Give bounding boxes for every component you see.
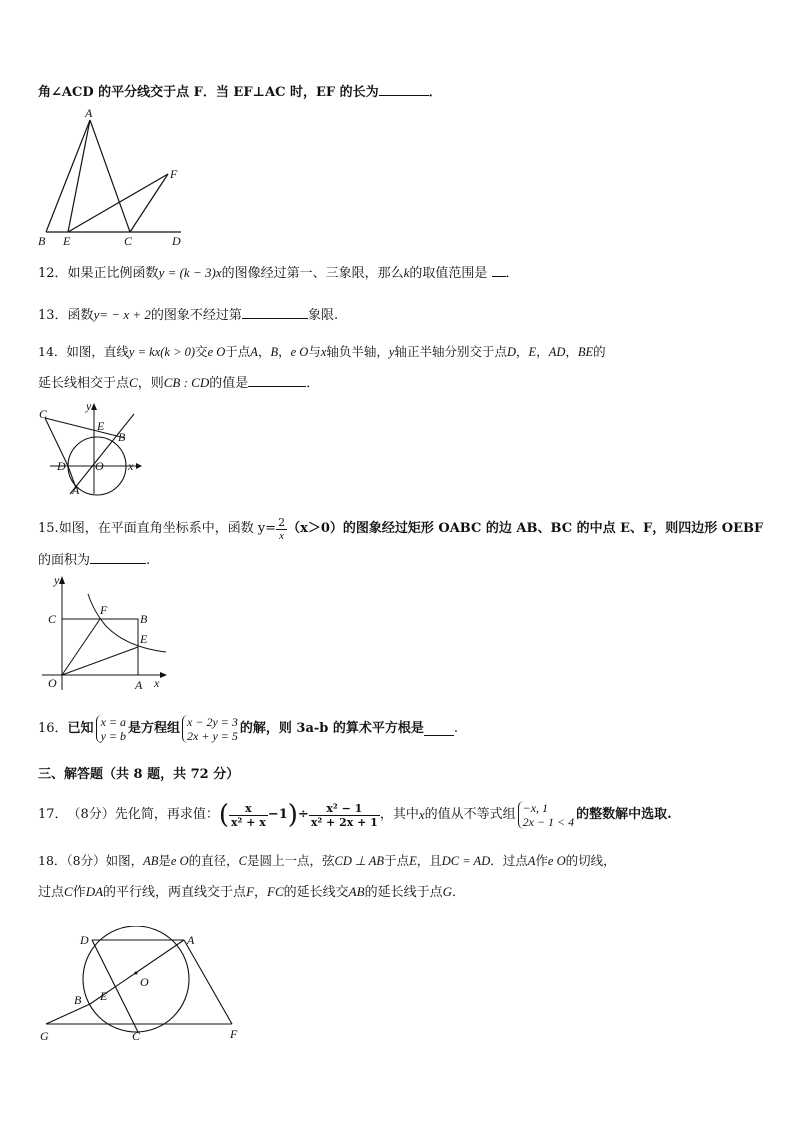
q17-t1: （8分）先化简，再求值： xyxy=(67,807,219,822)
q14-t1: 如图，直线 xyxy=(66,344,129,359)
q14-x: x xyxy=(320,345,327,359)
q15-number: 15. xyxy=(38,521,59,536)
q18-t14: 的延长线交 xyxy=(283,885,349,900)
q18-label-G: G xyxy=(40,1029,49,1043)
q14-circle-symbol-2: e O xyxy=(290,345,309,359)
q14-formula: y = kx(k > 0) xyxy=(128,345,196,359)
q14-point-A: A xyxy=(250,345,258,359)
q14-answer-blank[interactable] xyxy=(248,374,306,387)
q17-f2-den: x² + 2x + 1 xyxy=(310,815,378,829)
q14-label-O: O xyxy=(95,459,104,473)
q18-t12: 的平行线，两直线交于点 xyxy=(103,885,247,900)
q18-number: 18． xyxy=(38,853,67,868)
q12-end: ． xyxy=(505,266,519,281)
q18-perp: CD ⊥ AB xyxy=(334,854,385,868)
q14-t7: 轴负半轴， xyxy=(326,344,389,359)
q18-equal: DC = AD xyxy=(441,854,491,868)
q11-label-A: A xyxy=(85,106,93,120)
q14-t9: ， xyxy=(516,344,529,359)
q16-system-1 xyxy=(96,715,126,743)
q15-frac-num: 2 xyxy=(278,515,286,529)
q14-t12: 的 xyxy=(593,344,606,359)
q12-answer-blank[interactable] xyxy=(492,264,506,277)
q15-label-x: x xyxy=(154,676,160,690)
q16-system-2 xyxy=(182,715,238,743)
q15-t1: 如图，在平面直角坐标系中，函数 y= xyxy=(58,521,277,536)
q18-figure xyxy=(36,926,256,1052)
q14-point-E: E xyxy=(528,345,537,359)
q18-t8: 作 xyxy=(535,853,548,868)
q11-label-C: C xyxy=(124,234,133,248)
q12-number: 12． xyxy=(38,266,68,281)
q18-t11: 作 xyxy=(72,885,86,900)
q11-end: ． xyxy=(428,85,442,100)
q18-label-F: F xyxy=(230,1027,238,1041)
q18-point-G: G xyxy=(442,884,452,899)
q18-t3: 的直径， xyxy=(188,853,239,868)
q13-formula: y= − x + 2 xyxy=(93,307,151,322)
q18-t10: 过点 xyxy=(38,885,65,900)
q13-text-c: 象限. xyxy=(307,308,339,323)
q11-text xyxy=(38,83,442,102)
q18-t13: ， xyxy=(254,885,268,900)
q18-t9: 的切线， xyxy=(565,853,616,868)
q15-label-y: y xyxy=(54,573,60,587)
q18-t15: 的延长线于点 xyxy=(364,885,443,900)
q18-seg-DA: DA xyxy=(85,884,104,899)
q17-text xyxy=(38,794,672,836)
q14-label-D: D xyxy=(57,459,66,473)
q13-text xyxy=(38,306,338,325)
q17-t3: 的值从不等式组 xyxy=(424,807,516,822)
q13-number: 13． xyxy=(38,308,68,323)
q18-t1: （8分）如图， xyxy=(66,853,144,868)
q12-var-k: k xyxy=(403,265,410,280)
q14-point-B: B xyxy=(270,345,279,359)
q14-t14: ，则 xyxy=(137,376,164,391)
q11-label-E: E xyxy=(63,234,71,248)
q15-line2 xyxy=(38,551,150,570)
q14-label-y: y xyxy=(86,399,92,413)
q15-frac-den: x xyxy=(279,529,284,542)
q15-line1 xyxy=(38,512,763,546)
q14-seg-AD: AD xyxy=(548,345,566,359)
q12-text-a: 如果正比例函数 xyxy=(67,266,159,281)
q14-t10: ， xyxy=(536,344,549,359)
q16-t3: 的解，则 3a-b 的算术平方根是 xyxy=(239,721,424,736)
section-3-title xyxy=(38,766,239,784)
q17-f1-num: x xyxy=(229,802,268,816)
q14-number: 14． xyxy=(38,344,67,359)
q15-t3: 的面积为 xyxy=(38,553,91,568)
q16-number: 16． xyxy=(38,721,68,736)
q18-seg-FC: FC xyxy=(267,884,284,899)
q14-label-C: C xyxy=(39,407,48,421)
q17-expression: ( $\frac{x}{\text{x² + x}}$ −1 ) ÷ $\frac{\text{x² − 1}}{\text{x² + 2x + 1}}$ xyxy=(218,800,378,830)
q15-answer-blank[interactable] xyxy=(90,551,146,564)
section-3-title-text: 三、解答题（共 8 题，共 72 分） xyxy=(38,767,240,782)
q15-label-E: E xyxy=(140,632,148,646)
q14-t6: 与 xyxy=(308,344,321,359)
q14-t15: 的值是 xyxy=(209,376,249,391)
q18-point-F: F xyxy=(246,884,255,899)
q14-seg-BE: BE xyxy=(577,345,594,359)
q18-line2 xyxy=(38,883,465,902)
q11-answer-blank[interactable] xyxy=(379,83,429,96)
q18-label-O: O xyxy=(140,975,149,989)
q14-point-D: D xyxy=(506,345,517,359)
q14-figure xyxy=(36,398,146,502)
q15-label-B: B xyxy=(140,612,148,626)
q15-label-C: C xyxy=(48,612,57,626)
q16-sys2-row1: x − 2y = 3 xyxy=(187,715,238,729)
q13-text-b: 的图象不经过第 xyxy=(150,308,242,323)
q11-figure xyxy=(36,106,191,252)
q18-end: ． xyxy=(451,885,465,900)
q16-end: . xyxy=(453,721,459,736)
q15-fraction xyxy=(276,516,287,543)
q17-t2: ，其中 xyxy=(379,807,419,822)
q18-t5: 于点 xyxy=(384,853,410,868)
q15-figure xyxy=(36,572,176,698)
q11-label-B: B xyxy=(38,234,46,248)
q17-t4: 的整数解中选取. xyxy=(576,807,672,822)
q18-seg-AB: AB xyxy=(143,854,159,868)
q17-fraction-2 xyxy=(309,802,380,829)
q14-end: ． xyxy=(306,376,320,391)
q14-point-C: C xyxy=(129,375,138,390)
q16-sys2-row2: 2x + y = 5 xyxy=(187,729,238,743)
q13-answer-blank[interactable] xyxy=(242,306,308,319)
q12-text-b: 的图像经过第一、三象限，那么 xyxy=(221,266,404,281)
q11-label-D: D xyxy=(172,234,181,248)
q18-t2: 是 xyxy=(158,853,171,868)
q14-circle-symbol: e O xyxy=(207,345,226,359)
q18-t6: ，且 xyxy=(416,853,442,868)
q18-label-E: E xyxy=(100,989,108,1003)
q15-label-A: A xyxy=(135,678,143,692)
q18-point-A: A xyxy=(527,854,536,868)
q18-label-A: A xyxy=(187,933,195,947)
q16-t1: 已知 xyxy=(67,721,94,736)
q17-number: 17． xyxy=(38,807,68,822)
q14-t8: 轴正半轴分别交于点 xyxy=(394,344,507,359)
q17-f1-den: x² + x xyxy=(230,815,266,829)
q14-line2 xyxy=(38,374,319,393)
q12-text-c: 的取值范围是 xyxy=(409,266,488,281)
q17-fraction-1 xyxy=(229,802,268,829)
q12-formula: y = (k − 3)x xyxy=(158,265,222,280)
q18-point-C-2: C xyxy=(64,884,73,899)
q14-label-B: B xyxy=(118,430,126,444)
q12-text xyxy=(38,264,519,283)
q14-t3: 于点 xyxy=(225,344,251,359)
q17-ineq-row2: 2x − 1 < 4 xyxy=(522,815,575,829)
q17-ineq-row1: −x, 1 xyxy=(522,801,549,815)
q14-label-x: x xyxy=(128,459,134,473)
q16-answer-blank[interactable] xyxy=(424,723,454,736)
q15-label-F: F xyxy=(100,603,108,617)
q18-point-C: C xyxy=(238,854,247,868)
q13-text-a: 函数 xyxy=(67,308,94,323)
q11-text-a: 角∠ACD 的平分线交于点 F．当 EF⊥AC 时，EF 的长为 xyxy=(38,85,379,100)
q16-sys1-row1: x = a xyxy=(100,715,126,729)
q18-line1 xyxy=(38,852,616,870)
q14-t4: ， xyxy=(257,344,271,359)
q14-label-E: E xyxy=(97,419,105,433)
q14-line1 xyxy=(38,343,606,361)
q14-t11: ， xyxy=(565,344,578,359)
q14-t2: 交 xyxy=(195,344,208,359)
q18-t7: ．过点 xyxy=(490,853,528,868)
q17-inequality-system xyxy=(518,801,575,829)
q14-y: y xyxy=(388,345,395,359)
q18-seg-AB-2: AB xyxy=(348,884,365,899)
q18-label-B: B xyxy=(74,993,82,1007)
q18-circle-symbol-2: e O xyxy=(547,854,566,868)
q11-label-F: F xyxy=(170,167,178,181)
q18-label-C: C xyxy=(132,1029,141,1043)
q18-label-D: D xyxy=(80,933,89,947)
q14-ratio: CB : CD xyxy=(163,375,210,390)
q14-t13: 延长线相交于点 xyxy=(38,376,130,391)
q15-label-O: O xyxy=(48,676,57,690)
q16-sys1-row2: y = b xyxy=(100,729,126,743)
q15-t2: （x＞0）的图象经过矩形 OABC 的边 AB、BC 的中点 E、F，则四边形 OEBF xyxy=(287,521,764,536)
q15-end: . xyxy=(146,553,151,568)
q14-label-A: A xyxy=(72,483,80,497)
q17-f2-num: x² − 1 xyxy=(309,802,380,816)
q18-circle-symbol: e O xyxy=(170,854,189,868)
q16-text xyxy=(38,708,458,750)
q17-divide: ÷ xyxy=(297,807,309,822)
q16-t2: 是方程组 xyxy=(128,721,181,736)
q17-minus-one: −1 xyxy=(267,807,288,822)
q18-point-E: E xyxy=(409,854,417,868)
q17-var-x: x xyxy=(418,807,425,822)
q18-t4: 是圆上一点，弦 xyxy=(246,853,335,868)
q14-t5: ， xyxy=(278,344,291,359)
